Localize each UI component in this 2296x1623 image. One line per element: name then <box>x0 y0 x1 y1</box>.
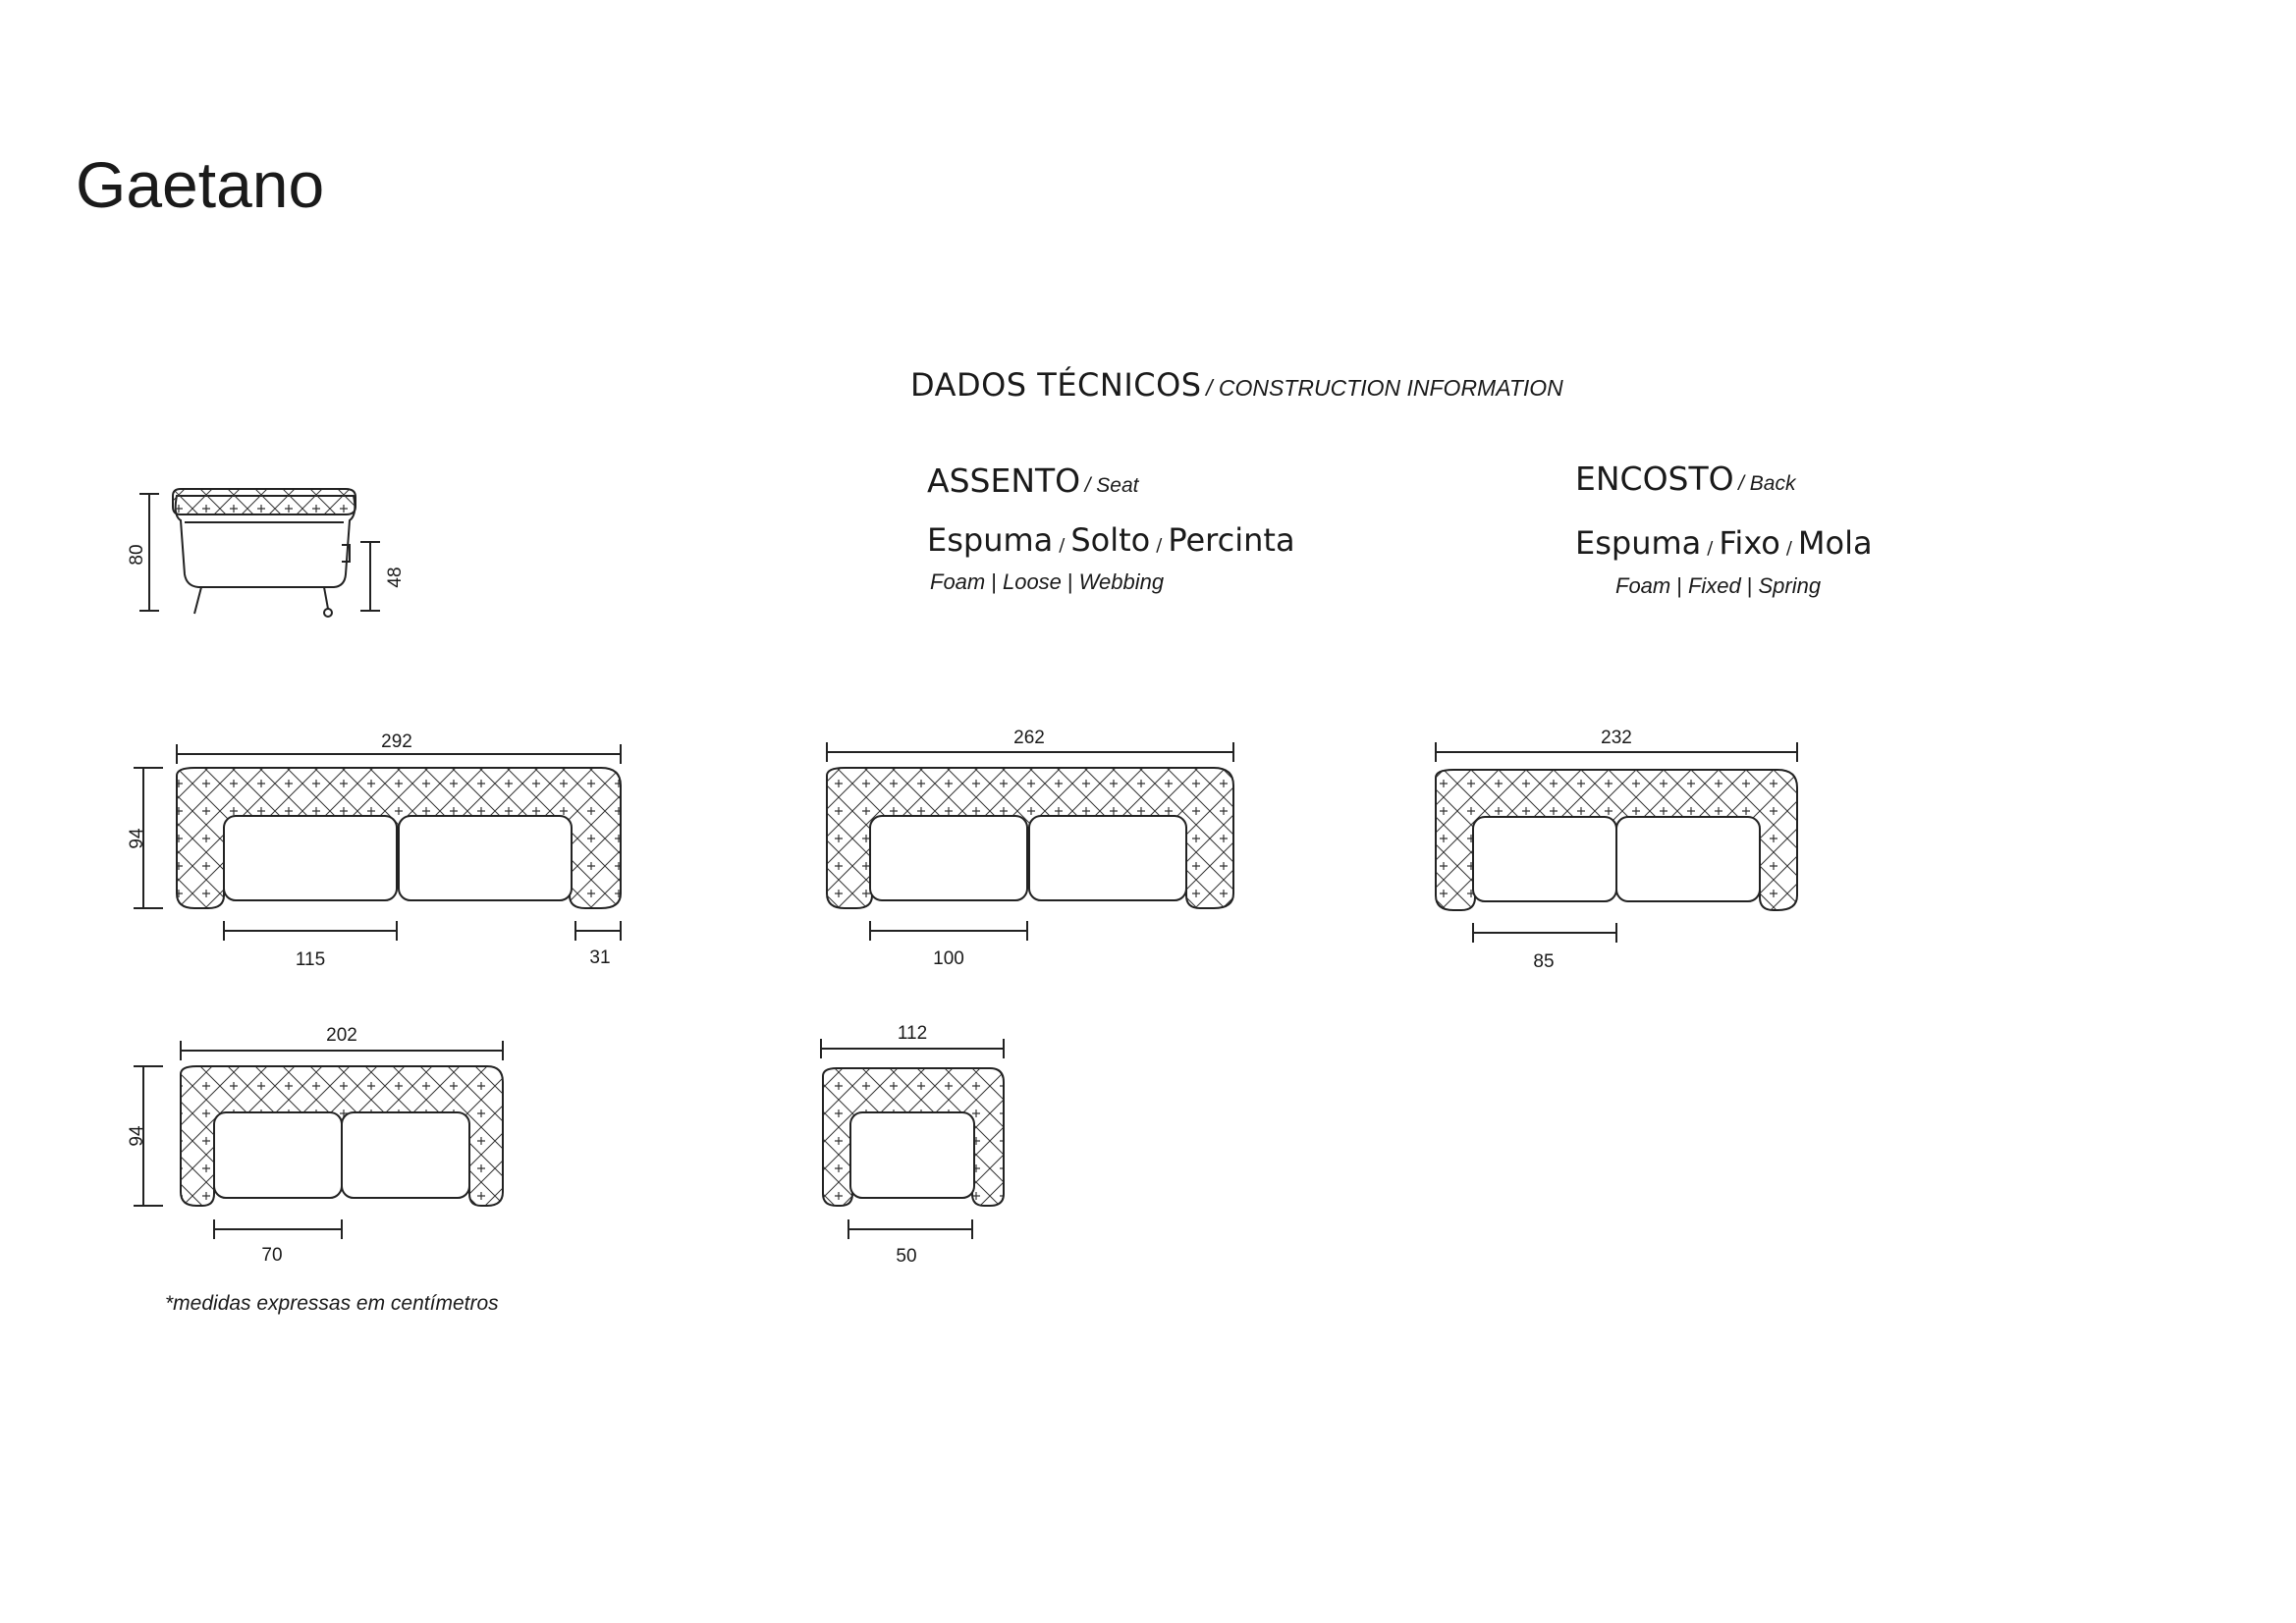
sofa-232-width-label: 232 <box>1601 728 1632 748</box>
construction-heading-pt: DADOS TÉCNICOS <box>910 366 1202 404</box>
back-label-en: / Back <box>1738 472 1796 495</box>
seat-separator: / <box>1156 535 1163 556</box>
sofa-202-cushion-label: 70 <box>261 1245 283 1266</box>
back-label: ENCOSTO <box>1575 460 1734 498</box>
sofa-292 <box>134 744 621 941</box>
back-material-1: Espuma <box>1575 524 1702 562</box>
side-height-label: 80 <box>127 544 147 566</box>
sofa-202-depth-label: 94 <box>127 1125 147 1147</box>
back-separator: / <box>1707 538 1714 559</box>
sofa-262 <box>827 742 1233 941</box>
sofa-262-width-label: 262 <box>1013 728 1045 748</box>
page-title: Gaetano <box>76 148 325 221</box>
seat-material-en-2: Loose <box>1002 569 1062 594</box>
back-material-en-2: Fixed <box>1687 573 1741 598</box>
sofa-292-arm-label: 31 <box>589 947 611 968</box>
seat-label-en: / Seat <box>1084 474 1139 497</box>
sofa-202-width-label: 202 <box>326 1025 357 1046</box>
armchair-112 <box>821 1039 1004 1239</box>
back-material-en-1: Foam <box>1615 573 1671 598</box>
seat-material-3: Percinta <box>1168 521 1295 559</box>
seat-material-2: Solto <box>1070 521 1151 559</box>
back-material-en-3: Spring <box>1758 573 1822 598</box>
armchair-112-cushion-label: 50 <box>896 1246 917 1267</box>
back-pipe: | <box>1676 573 1682 598</box>
sofa-292-width-label: 292 <box>381 731 412 752</box>
seat-label: ASSENTO <box>927 461 1081 500</box>
sofa-202 <box>134 1041 503 1239</box>
construction-heading-en: / CONSTRUCTION INFORMATION <box>1206 375 1563 401</box>
footnote: *medidas expressas em centímetros <box>165 1292 499 1315</box>
side-seat-height-label: 48 <box>385 567 406 588</box>
seat-material-en-1: Foam <box>930 569 986 594</box>
sofa-292-depth-label: 94 <box>127 828 147 849</box>
sofa-262-cushion-label: 100 <box>933 948 964 969</box>
sofa-292-cushion-label: 115 <box>295 949 326 970</box>
seat-separator: / <box>1059 535 1066 556</box>
back-pipe: | <box>1746 573 1753 598</box>
seat-pipe: | <box>1066 569 1073 594</box>
sofa-232 <box>1436 742 1797 943</box>
seat-pipe: | <box>991 569 997 594</box>
seat-material-1: Espuma <box>927 521 1054 559</box>
armchair-112-width-label: 112 <box>897 1023 928 1044</box>
back-separator: / <box>1785 538 1792 559</box>
back-material-3: Mola <box>1797 524 1873 562</box>
back-material-2: Fixo <box>1719 524 1780 562</box>
side-view <box>139 489 380 617</box>
seat-material-en-3: Webbing <box>1078 569 1165 594</box>
sofa-232-cushion-label: 85 <box>1533 951 1555 972</box>
